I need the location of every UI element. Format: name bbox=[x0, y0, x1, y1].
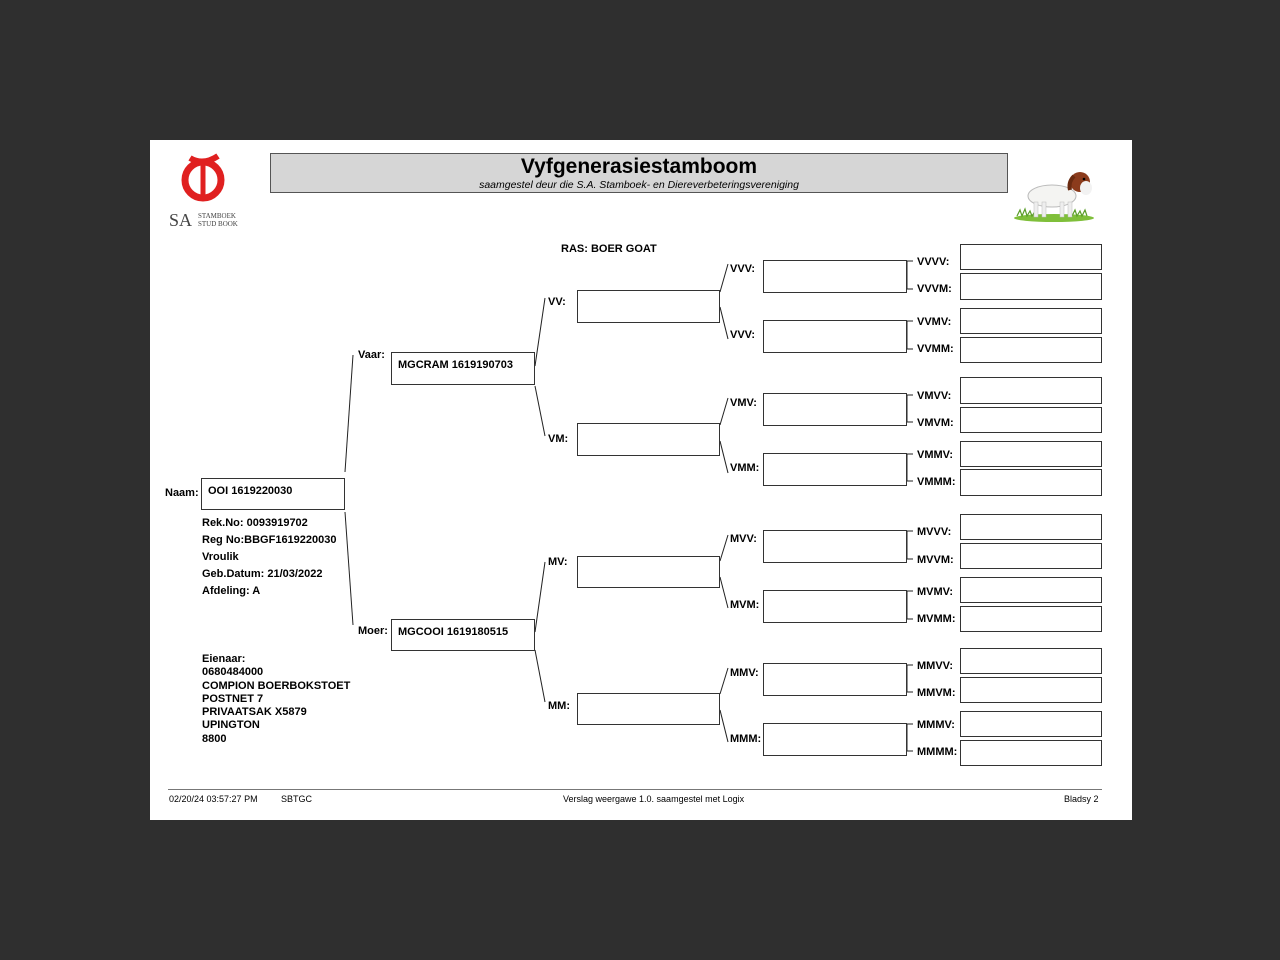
gen4-label: VVV: bbox=[730, 263, 756, 275]
sire-label: Vaar: bbox=[358, 349, 385, 361]
logo-line-2: STUD BOOK bbox=[198, 220, 238, 228]
animal-details bbox=[202, 515, 337, 600]
dam-box: MGCOOI 1619180515 bbox=[391, 619, 535, 651]
sire-box: MGCRAM 1619190703 bbox=[391, 352, 535, 385]
gen5-label: VMMV: bbox=[917, 449, 954, 461]
gen3-label-vm: VM: bbox=[548, 433, 569, 445]
breed-label: RAS: BOER GOAT bbox=[561, 243, 657, 255]
owner-line: COMPION BOERBOKSTOET bbox=[202, 679, 351, 692]
gen3-box-vm bbox=[577, 423, 720, 456]
gen5-box bbox=[960, 577, 1102, 603]
gen4-label: MVV: bbox=[730, 533, 757, 545]
gen4-box bbox=[763, 590, 907, 623]
gen5-label: MMVM: bbox=[917, 687, 956, 699]
logo-line-1: STAMBOEK bbox=[198, 212, 236, 220]
gen5-label: VVMM: bbox=[917, 343, 954, 355]
logo-letters: SA bbox=[169, 210, 193, 230]
gen4-label: MVM: bbox=[730, 599, 760, 611]
gen4-label: VMM: bbox=[730, 462, 760, 474]
name-label: Naam: bbox=[165, 487, 199, 499]
owner-line: UPINGTON bbox=[202, 719, 260, 732]
gen4-label: VVV: bbox=[730, 329, 756, 341]
gen4-box bbox=[763, 393, 907, 426]
gen5-box bbox=[960, 740, 1102, 766]
gen5-box bbox=[960, 677, 1102, 703]
gen5-label: MMMM: bbox=[917, 746, 958, 758]
footer-divider bbox=[168, 789, 1102, 790]
gen3-box-mm bbox=[577, 693, 720, 725]
gen5-label: VMVV: bbox=[917, 390, 952, 402]
gen5-label: VVVV: bbox=[917, 256, 950, 268]
gen5-label: MMMV: bbox=[917, 719, 955, 731]
gen5-box bbox=[960, 606, 1102, 632]
footer-page-number: Bladsy 2 bbox=[1064, 794, 1099, 804]
gen5-label: VMVM: bbox=[917, 417, 954, 429]
owner-line: 8800 bbox=[202, 732, 227, 745]
gen5-label: MVVM: bbox=[917, 554, 954, 566]
owner-line: POSTNET 7 bbox=[202, 692, 264, 705]
owner-heading: Eienaar: bbox=[202, 653, 246, 665]
gen4-box bbox=[763, 663, 907, 696]
registration-number: Rek.No: 0093919702 bbox=[202, 517, 308, 529]
dam-label: Moer: bbox=[358, 625, 388, 637]
gen4-label: MMM: bbox=[730, 733, 762, 745]
division: Afdeling: A bbox=[202, 585, 261, 597]
gen5-box bbox=[960, 273, 1102, 300]
gen5-box bbox=[960, 337, 1102, 363]
gen3-label-vv: VV: bbox=[548, 296, 566, 308]
footer-datetime: 02/20/24 03:57:27 PM bbox=[169, 794, 258, 804]
footer-code: SBTGC bbox=[281, 794, 313, 804]
sex: Vroulik bbox=[202, 551, 239, 563]
gen5-label: VVVM: bbox=[917, 283, 952, 295]
gen5-box bbox=[960, 244, 1102, 270]
gen5-label: MVVV: bbox=[917, 526, 952, 538]
page-subtitle: saamgestel deur die S.A. Stamboek- en Diereverbeteringsvereniging bbox=[479, 179, 799, 191]
gen5-box bbox=[960, 514, 1102, 540]
pedigree-page bbox=[150, 140, 1132, 820]
gen5-box bbox=[960, 469, 1102, 496]
gen4-label: MMV: bbox=[730, 667, 759, 679]
gen4-box bbox=[763, 320, 907, 353]
gen5-label: MVMV: bbox=[917, 586, 954, 598]
gen4-label: VMV: bbox=[730, 397, 757, 409]
page-title: Vyfgenerasiestamboom bbox=[520, 155, 758, 178]
gen4-box bbox=[763, 723, 907, 756]
gen5-box bbox=[960, 543, 1102, 569]
owner-line: PRIVAATSAK X5879 bbox=[202, 706, 307, 719]
gen3-box-mv bbox=[577, 556, 720, 588]
gen3-label-mv: MV: bbox=[548, 556, 568, 568]
gen3-box-vv bbox=[577, 290, 720, 323]
owner-line: 0680484000 bbox=[202, 666, 264, 679]
reg-number: Reg No:BBGF1619220030 bbox=[202, 534, 337, 546]
gen5-box bbox=[960, 648, 1102, 674]
footer-version: Verslag weergawe 1.0. saamgestel met Logix bbox=[563, 794, 745, 804]
birth-date: Geb.Datum: 21/03/2022 bbox=[202, 568, 323, 580]
gen5-box bbox=[960, 308, 1102, 334]
gen5-label: VMMM: bbox=[917, 476, 956, 488]
owner-block bbox=[202, 653, 350, 746]
gen5-label: MMVV: bbox=[917, 660, 954, 672]
gen5-box bbox=[960, 441, 1102, 467]
gen5-label: MVMM: bbox=[917, 613, 956, 625]
gen4-box bbox=[763, 260, 907, 293]
gen5-label: VVMV: bbox=[917, 316, 952, 328]
gen3-label-mm: MM: bbox=[548, 700, 570, 712]
gen5-box bbox=[960, 407, 1102, 433]
gen5-box bbox=[960, 377, 1102, 404]
animal-name-box: OOI 1619220030 bbox=[201, 478, 345, 510]
gen4-box bbox=[763, 453, 907, 486]
gen4-box bbox=[763, 530, 907, 563]
gen5-box bbox=[960, 711, 1102, 737]
